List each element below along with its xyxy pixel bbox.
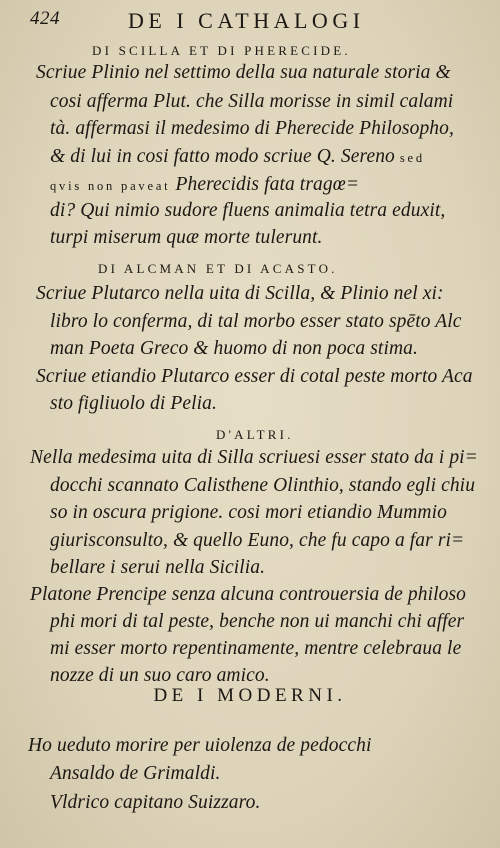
small-caps-span: qvis non paveat: [50, 179, 171, 193]
text-span: & di lui in cosi fatto modo scriue Q. Sereno: [50, 146, 395, 167]
text-line: turpi miserum quæ morte tulerunt.: [50, 227, 323, 248]
text-line: Ansaldo de Grimaldi.: [50, 763, 221, 784]
text-line: libro lo conferma, di tal morbo esser stato spēto Alc: [50, 311, 462, 332]
text-line: di? Qui nimio sudore fluens animalia tetra eduxit,: [50, 200, 446, 221]
text-line: Scriue etiandio Plutarco esser di cotal peste morto Aca: [36, 366, 473, 387]
text-line: giurisconsulto, & quello Euno, che fu capo a far ri=: [50, 530, 465, 551]
section-heading: DI ALCMAN ET DI ACASTO.: [98, 261, 338, 276]
text-line: bellare i serui nella Sicilia.: [50, 557, 266, 578]
text-line: sto figliuolo di Pelia.: [50, 393, 217, 414]
major-heading: DE I MODERNI.: [153, 685, 347, 706]
text-line: Scriue Plutarco nella uita di Scilla, & Plinio nel xi:: [36, 283, 444, 304]
text-line: so in oscura prigione. cosi mori etiandio Mummio: [50, 502, 447, 523]
text-line: docchi scannato Calisthene Olinthio, stando egli chiu: [50, 475, 476, 496]
text-line: Ho ueduto morire per uiolenza de pedocchi: [28, 735, 372, 756]
text-line: phi mori di tal peste, benche non ui manchi chi affer: [50, 611, 465, 632]
section-heading: DI SCILLA ET DI PHERECIDE.: [92, 43, 351, 58]
page-number: 424: [30, 8, 60, 29]
small-caps-span: sed: [399, 151, 425, 165]
running-title: DE I CATHALOGI: [128, 8, 365, 33]
text-line: Nella medesima uita di Silla scriuesi esser stato da i pi=: [30, 447, 478, 468]
text-line: mi esser morto repentinamente, mentre celebraua le: [50, 638, 462, 659]
page-header: [30, 8, 480, 40]
text-line: nozze di un suo caro amico.: [50, 665, 270, 686]
text-line: [50, 174, 359, 196]
text-line: Scriue Plinio nel settimo della sua naturale storia &: [36, 62, 451, 83]
text-line: Vldrico capitano Suizzaro.: [50, 792, 261, 813]
text-line: Platone Prencipe senza alcuna controuersia de philoso: [30, 584, 467, 605]
text-line: tà. affermasi il medesimo di Pherecide Philosopho,: [50, 118, 454, 139]
section-heading: D'ALTRI.: [216, 427, 294, 442]
text-span: Pherecidis fata tragœ=: [175, 174, 360, 195]
text-line: cosi afferma Plut. che Silla morisse in simil calami: [50, 91, 454, 112]
text-line: [50, 146, 425, 168]
text-line: man Poeta Greco & huomo di non poca stima.: [50, 338, 418, 359]
